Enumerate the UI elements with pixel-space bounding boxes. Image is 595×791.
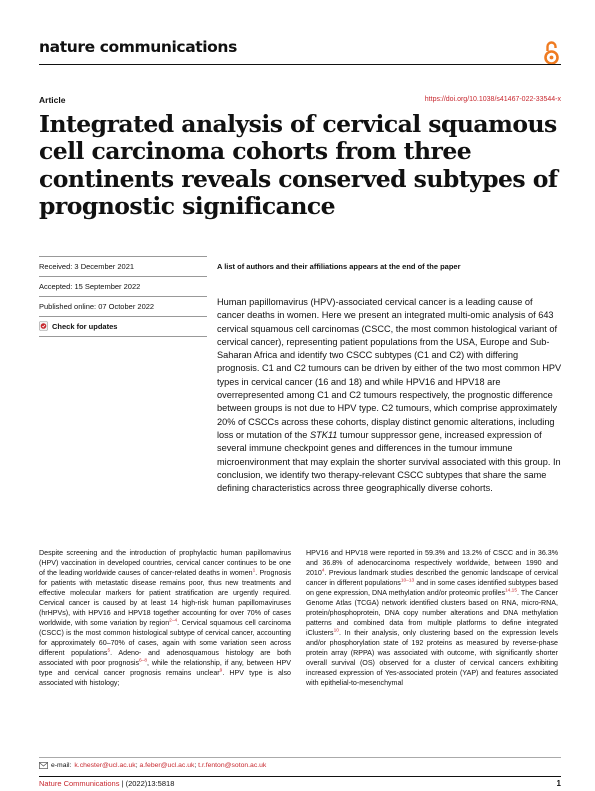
email-divider <box>39 757 561 758</box>
published-date: Published online: 07 October 2022 <box>39 302 155 311</box>
body-text: . In their analysis, only clustering based on the expression levels and/or phosphorylation state of 192 proteins as measured by reverse-phase protein array (RPPA) was associated with outcome, with significantly shorter overall survival (OS) observed for a cluster of cervical cancers exhibiting increased expression of Yes-associated protein (YAP) and features associated with epithelial-to-mesenchymal <box>306 629 558 687</box>
reference[interactable]: 10–13 <box>400 578 415 584</box>
open-access-icon <box>543 40 560 66</box>
body-text: . Prognosis for patients with metastatic disease remains poor, thus new treatments and effective molecular markers for patient stratification are urgently required. Cervical cancer is caused by at least 14 high-risk human papillomaviruses (hrHPVs), with HPV16 and HPV18 together accounting for over 70% of cases worldwide, with some variation by region <box>39 569 291 627</box>
body-text: . HPV type is also associated with histology; <box>39 669 291 687</box>
article-type: Article <box>39 95 66 105</box>
check-for-updates[interactable] <box>39 321 117 331</box>
meta-divider <box>39 276 207 277</box>
reference[interactable]: 14,15 <box>505 588 518 594</box>
header-rule <box>39 64 561 65</box>
footer-volume: | (2022)13:5818 <box>121 779 175 788</box>
body-text: . Cervical squamous cell carcinoma (CSCC) is the most common histological subtype of cervical cancer, accounting for approximately 60–70% of cases, again with some variation seen across different populations <box>39 619 291 657</box>
body-column-left <box>39 548 291 688</box>
email-line <box>39 762 266 769</box>
body-text: HPV16 and HPV18 were reported in 59.3% and 13.2% of CSCC and in 36.3% and 36.8% of adenocarcinoma respectively worldwide, between 1990 and 2010 <box>306 549 558 577</box>
footer-rule <box>39 776 561 777</box>
check-updates-label: Check for updates <box>52 321 118 331</box>
accepted-date: Accepted: 15 September 2022 <box>39 282 141 291</box>
body-text: Despite screening and the introduction of prophylactic human papillomavirus (HPV) vaccination in developed countries, cervical cancer continues to be one of the leading worldwide causes of cancer-related deaths in women <box>39 549 291 577</box>
footer-citation <box>39 779 174 788</box>
journal-name[interactable]: nature communications <box>39 38 237 56</box>
body-text: . The Cancer Genome Atlas (TCGA) network identified clusters based on RNA, micro-RNA, protein/phosphoprotein, DNA copy number alterations and DNA methylation patterns and combined data from multiple platforms to define integrated iClusters <box>306 589 558 637</box>
meta-divider <box>39 296 207 297</box>
email-separator: ; <box>135 762 140 769</box>
check-updates-icon <box>39 321 48 331</box>
abstract-text-2: tumour suppressor gene, increased expression of several immune checkpoint genes and differences in the tumour immune microenvironment that may explain the shorter survival associated with this group. In conclusion, we identify two therapy-relevant CSCC subtypes that share the same defining characteristics across three geographically diverse cohorts. <box>217 429 561 494</box>
body-text: and in some cases identified subtypes based on gene expression, DNA methylation and/or proteomic profiles <box>306 579 558 597</box>
abstract-gene: STK11 <box>309 429 338 440</box>
body-text: . Adeno- and adenosquamous histology are both associated with poor prognosis <box>39 649 291 667</box>
meta-divider <box>39 316 207 317</box>
reference[interactable]: 10 <box>333 628 339 634</box>
email-link[interactable]: a.feber@ucl.ac.uk <box>139 762 195 769</box>
article-title: Integrated analysis of cervical squamous cell carcinoma cohorts from three continents reveals conserved subtypes of prognostic significance <box>39 110 558 220</box>
email-link[interactable]: k.chester@ucl.ac.uk <box>74 762 136 769</box>
email-link[interactable]: t.r.fenton@soton.ac.uk <box>198 762 267 769</box>
abstract <box>217 296 562 495</box>
email-label: e-mail: <box>51 762 72 769</box>
body-text: . Previous landmark studies described the genomic landscape of cervical cancer in different populations <box>306 569 558 587</box>
abstract-text-1: Human papillomavirus (HPV)-associated cervical cancer is a leading cause of cancer deaths in women. Here we present an integrated multi-omic analysis of 643 cervical squamous cell carcinomas (CSCC, the most common histological variant of cervical cancer), representing patient populations from the USA, Europe and Sub-Saharan Africa and identify two CSCC subtypes (C1 and C2) with differing prognosis. C1 and C2 tumours can be driven by either of the two most common HPV types in cervical cancer (16 and 18) and while HPV16 and HPV18 are overrepresented among C1 and C2 tumours respectively, the prognostic difference between groups is not due to HPV type. C2 tumours, which comprise approximately 20% of CSCCs across these cohorts, display distinct genomic alterations, including loss or mutation of the <box>217 297 562 440</box>
reference[interactable]: 1 <box>252 568 256 574</box>
reference[interactable]: 5 <box>107 648 111 654</box>
reference[interactable]: 6–8 <box>139 658 148 664</box>
reference[interactable]: 2–4 <box>169 618 178 624</box>
meta-divider <box>39 336 207 337</box>
page-number: 1 <box>556 779 561 788</box>
meta-divider <box>39 256 207 257</box>
footer-journal[interactable]: Nature Communications <box>39 779 120 788</box>
reference[interactable]: 9 <box>219 668 223 674</box>
body-text: , while the relationship, if any, between HPV type and cervical cancer prognosis remains unclear <box>39 659 291 677</box>
mail-icon <box>39 762 48 769</box>
received-date: Received: 3 December 2021 <box>39 262 135 271</box>
body-column-right <box>306 548 558 688</box>
reference[interactable]: 4 <box>321 568 325 574</box>
doi-link[interactable]: https://doi.org/10.1038/s41467-022-33544-x <box>424 96 561 103</box>
email-separator: ; <box>194 762 199 769</box>
authors-note: A list of authors and their affiliations appears at the end of the paper <box>217 262 461 271</box>
